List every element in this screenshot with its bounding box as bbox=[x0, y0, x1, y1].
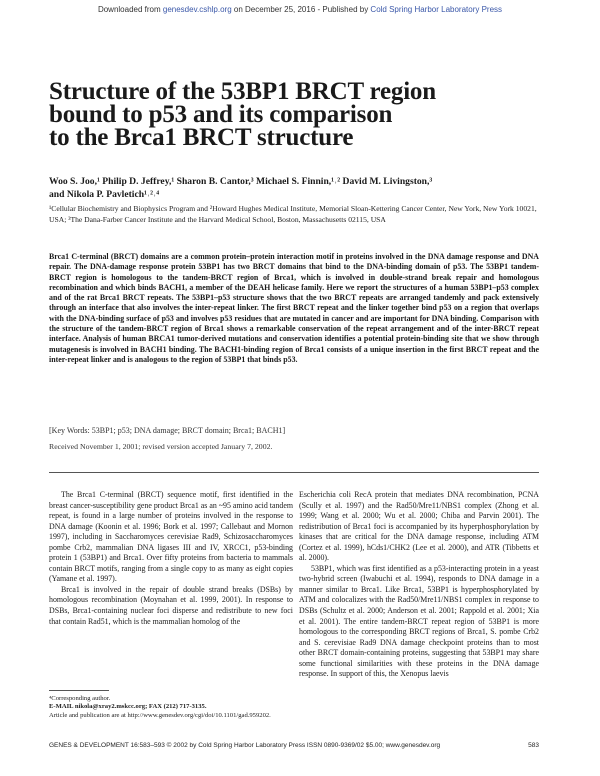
body-paragraph: Brca1 is involved in the repair of double strand breaks (DSBs) by homologous recombination (Moynahan et al. 1999, 2001). In response to DSBs, Brca1-containing nuclear foci disperse and redistribute to new foci that contain Rad51, which is the mammalian homolog of the bbox=[49, 584, 293, 626]
author-line-2: and Nikola P. Pavletich¹˒²˒⁴ bbox=[49, 189, 160, 200]
affiliations: ¹Cellular Biochemistry and Biophysics Program and ²Howard Hughes Medical Institute, Memorial Sloan-Kettering Cancer Center, New York, New York 10021, USA; ³The Dana-Farber Cancer Institute and the Harvard Medical School, Boston, Massachusetts 02115, USA bbox=[49, 204, 537, 224]
footnotes bbox=[49, 695, 289, 720]
left-column bbox=[49, 490, 293, 627]
author-list bbox=[49, 175, 519, 201]
keywords: [Key Words: 53BP1; p53; DNA damage; BRCT domain; Brca1; BACH1] bbox=[49, 426, 286, 435]
site-link[interactable]: genesdev.cshlp.org bbox=[162, 5, 232, 14]
page-footer bbox=[49, 742, 539, 749]
download-prefix: Downloaded from bbox=[97, 5, 163, 14]
publisher-link[interactable]: Cold Spring Harbor Laboratory Press bbox=[370, 5, 503, 14]
title-line-3: to the Brca1 BRCT structure bbox=[49, 124, 354, 151]
body-paragraph: Escherichia coli RecA protein that mediates DNA recombination, PCNA (Scully et al. 1997) and the Rad50/Mre11/NBS1 complex (Zhong et al. 1999; Wang et al. 2000; Wu et al. 2000; Chiba and Parvin 2001). The redistribution of Brca1 foci is accompanied by its hyperphosphorylation by kinases that are critical for the DNA damage response, including ATM (Cortez et al. 1999), hCds1/CHK2 (Lee et al. 2000), and ATR (Tibbetts et al. 2000). bbox=[299, 490, 539, 563]
corresponding-author-note: ⁴Corresponding author. bbox=[49, 695, 111, 702]
footnote-divider bbox=[49, 690, 109, 691]
abstract: Brca1 C-terminal (BRCT) domains are a common protein–protein interaction motif in proteins involved in the DNA damage response and DNA repair. The DNA-damage response protein 53BP1 has two BRCT domains that bind to the DNA-binding domain of p53. The 53BP1 tandem-BRCT region is homologous to the tandem-BRCT region of Brca1, which is involved in double-strand break repair and homologous recombination and which binds BACH1, a member of the DEAH helicase family. Here we report the structures of a human 53BP1–p53 complex and of the rat Brca1 BRCT repeats. The 53BP1–p53 structure shows that the two BRCT repeats are arranged tandemly and pack extensively through an interface that also involves the inter-repeat linker. The first BRCT repeat and the linker together bind p53 on a region that overlaps with the DNA-binding surface of p53 and involves p53 residues that are mutated in cancer and are important for DNA binding. Comparison with the structure of the tandem-BRCT region of Brca1 shows a remarkable conservation of the repeat arrangement and of the inter-BRCT repeat interface. Analysis of human BRCA1 tumor-derived mutations and conservation identifies a potential protein-binding site that we show through mutagenesis is involved in BACH1 binding. The BACH1-binding region of Brca1 consists of a unique insertion in the first BRCT repeat and the inter-repeat linker and is analogous to the region of 53BP1 that binds p53. bbox=[49, 252, 539, 364]
page-number: 583 bbox=[528, 742, 539, 749]
body-paragraph: The Brca1 C-terminal (BRCT) sequence motif, first identified in the breast cancer-susceptibility gene product Brca1 as an ~95 amino acid tandem repeat, is found in a large number of proteins involved in the response to DNA damage (Koonin et al. 1996; Bork et al. 1997; Callebaut and Mornon 1997), including in Saccharomyces cerevisiae Rad9, Schizosaccharomyces pombe Crb2, mammalian DNA ligases III and IV, XRCC1, p53-binding protein 1 (53BP1) and Brca1. Over fifty proteins from bacteria to mammals contain BRCT motifs, ranging from a single copy to as many as eight copies (Yamane et al. 1997). bbox=[49, 490, 293, 584]
right-column bbox=[299, 490, 539, 680]
download-middle: on December 25, 2016 - Published by bbox=[231, 5, 371, 14]
title-line-2: bound to p53 and its comparison bbox=[49, 101, 393, 128]
author-line-1: Woo S. Joo,¹ Philip D. Jeffrey,¹ Sharon B. Cantor,³ Michael S. Finnin,¹˒² David M. Livingston,³ bbox=[49, 176, 433, 187]
title-line-1: Structure of the 53BP1 BRCT region bbox=[49, 78, 436, 105]
body-paragraph: 53BP1, which was first identified as a p53-interacting protein in a yeast two-hybrid screen (Iwabuchi et al. 1994), responds to DNA damage in a manner similar to Brca1. Like Brca1, 53BP1 is hyperphosphorylated by ATM and colocalizes with the Rad50/Mre11/NBS1 complex in response to DSBs (Schultz et al. 2000; Anderson et al. 2001; Rappold et al. 2001; Xia et al. 2001). The entire tandem-BRCT repeat region of 53BP1 is more homologous to the corresponding BRCT regions of Brca1, S. pombe Crb2 and S. cerevisiae Rad9 DNA damage checkpoint proteins than to most other BRCT domain-containing proteins, suggesting that 53BP1 may share some functional similarities with these proteins in the DNA damage response. In support of this, the Xenopus laevis bbox=[299, 563, 539, 679]
article-doi-note: Article and publication are at http://www.genesdev.org/cgi/doi/10.1101/gad.959202. bbox=[49, 711, 271, 719]
article-title bbox=[49, 80, 509, 149]
journal-citation: GENES & DEVELOPMENT 16:583–593 © 2002 by Cold Spring Harbor Laboratory Press ISSN 0890-9369/02 $5.00; www.genesdev.org bbox=[49, 742, 441, 749]
section-divider bbox=[49, 472, 539, 473]
contact-email: E-MAIL nikola@xray2.mskcc.org; FAX (212) 717-3135. bbox=[49, 703, 207, 711]
download-banner bbox=[0, 5, 600, 14]
received-date: Received November 1, 2001; revised version accepted January 7, 2002. bbox=[49, 442, 273, 451]
